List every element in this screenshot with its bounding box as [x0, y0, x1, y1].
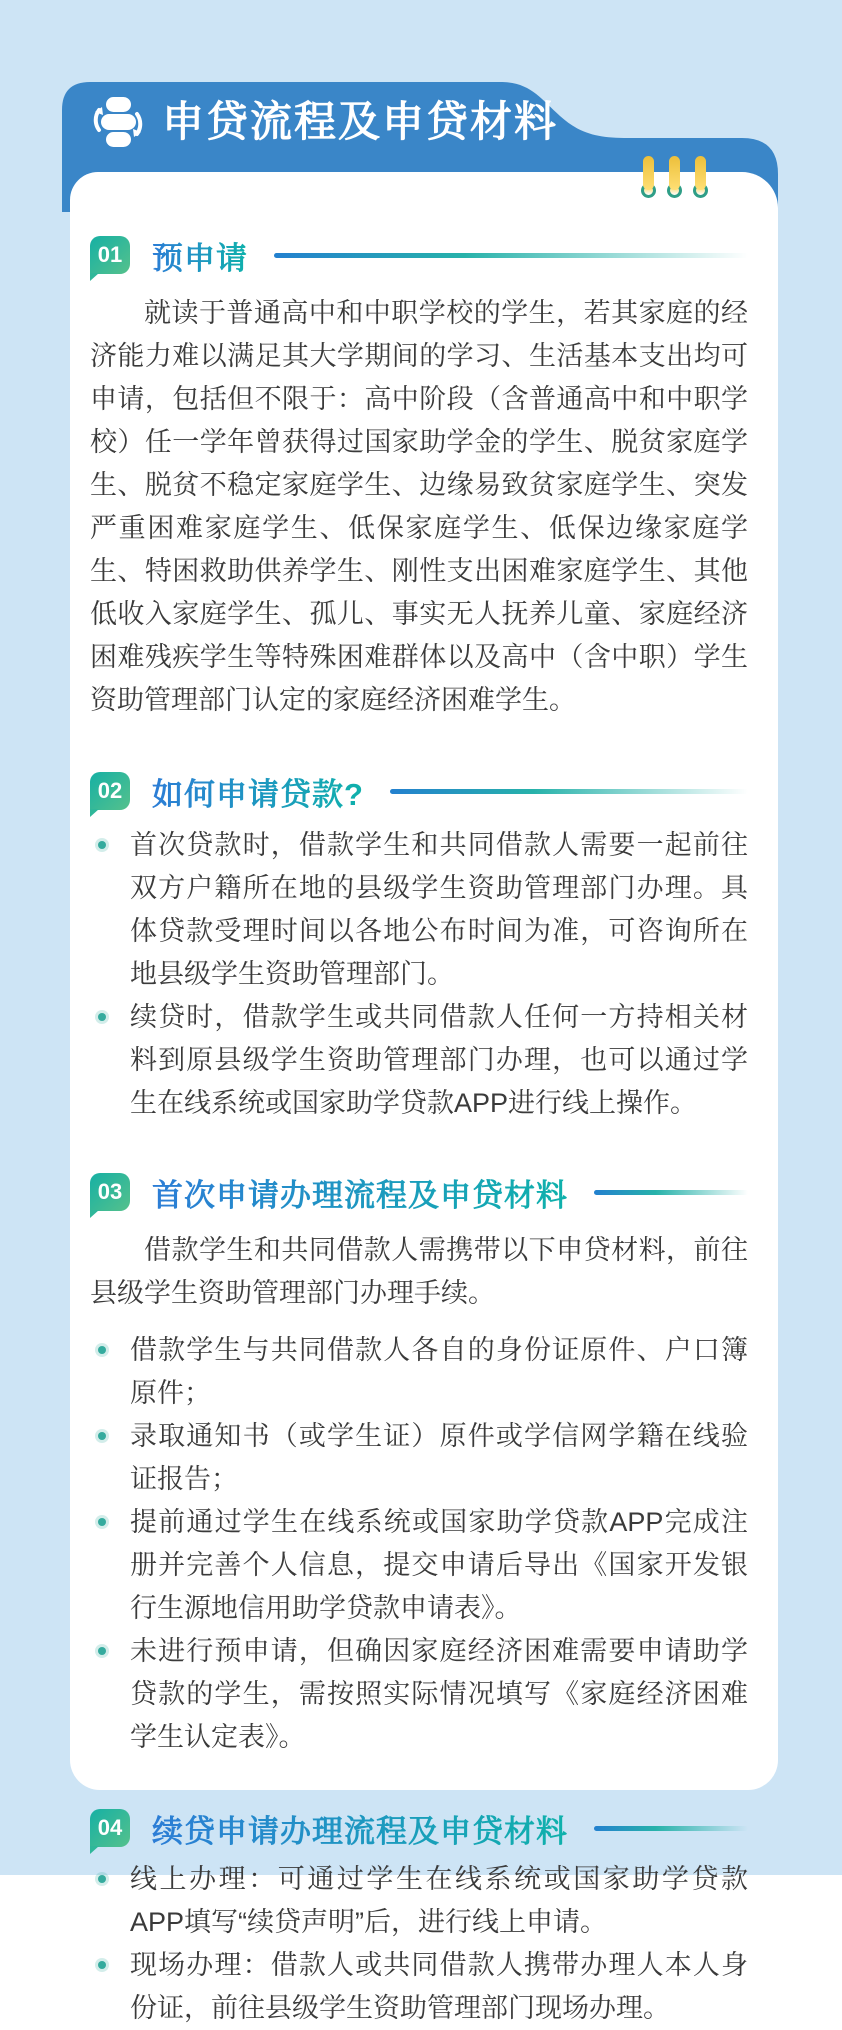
section-header: [90, 235, 748, 275]
bullet-list: [90, 1858, 748, 2030]
list-item: 录取通知书（或学生证）原件或学信网学籍在线验证报告；: [90, 1415, 748, 1501]
process-flow-icon: [92, 94, 144, 150]
list-item: 首次贷款时，借款学生和共同借款人需要一起前往双方户籍所在地的县级学生资助管理部门办理。具体贷款受理时间以各地公布时间为准，可咨询所在地县级学生资助管理部门。: [90, 824, 748, 996]
section-number-badge: 03: [90, 1173, 130, 1211]
section-title: 如何申请贷款?: [152, 769, 364, 814]
section-number-badge: 02: [90, 772, 130, 810]
section-title: 续贷申请办理流程及申贷材料: [152, 1806, 568, 1851]
list-item: 未进行预申请，但确因家庭经济困难需要申请助学贷款的学生，需按照实际情况填写《家庭经济困难学生认定表》。: [90, 1630, 748, 1759]
section-header: [90, 771, 748, 811]
section-header: [90, 1808, 748, 1848]
list-item: 现场办理：借款人或共同借款人携带办理人本人身份证，前往县级学生资助管理部门现场办理。: [90, 1944, 748, 2030]
section-number-badge: 04: [90, 1809, 130, 1847]
bullet-list: [90, 824, 748, 1125]
list-item: 提前通过学生在线系统或国家助学贷款APP完成注册并完善个人信息，提交申请后导出《国家开发银行生源地信用助学贷款申请表》。: [90, 1501, 748, 1630]
section-how-to-apply: [90, 771, 748, 1125]
pin-icon: [667, 156, 682, 198]
list-item: 续贷时，借款学生或共同借款人任何一方持相关材料到原县级学生资助管理部门办理，也可以通过学生在线系统或国家助学贷款APP进行线上操作。: [90, 996, 748, 1125]
card-content: [70, 172, 778, 2030]
section-number-badge: 01: [90, 236, 130, 274]
section-pre-application: [90, 235, 748, 722]
divider-line: [594, 1826, 748, 1831]
divider-line: [274, 253, 748, 258]
section-title: 预申请: [152, 233, 248, 278]
pin-icon: [693, 156, 708, 198]
pin-icon: [641, 156, 656, 198]
divider-line: [594, 1190, 748, 1195]
page-title: 申贷流程及申贷材料: [162, 97, 559, 145]
content-card: [70, 172, 778, 2023]
decorative-pins: [641, 156, 708, 198]
header: [92, 94, 558, 150]
section-renewal-application: [90, 1808, 748, 2030]
list-item: 借款学生与共同借款人各自的身份证原件、户口簿原件；: [90, 1329, 748, 1415]
list-item: 线上办理：可通过学生在线系统或国家助学贷款APP填写“续贷声明”后，进行线上申请。: [90, 1858, 748, 1944]
section-header: [90, 1172, 748, 1212]
bullet-list: [90, 1329, 748, 1759]
section-title: 首次申请办理流程及申贷材料: [152, 1170, 568, 1215]
paragraph: 借款学生和共同借款人需携带以下申贷材料，前往县级学生资助管理部门办理手续。: [90, 1235, 748, 1308]
divider-line: [390, 789, 748, 794]
paragraph: 就读于普通高中和中职学校的学生，若其家庭的经济能力难以满足其大学期间的学习、生活基本支出均可申请，包括但不限于：高中阶段（含普通高中和中职学校）任一学年曾获得过国家助学金的学生、脱贫家庭学生、脱贫不稳定家庭学生、边缘易致贫家庭学生、突发严重困难家庭学生、低保家庭学生、低保边缘家庭学生、特困救助供养学生、刚性支出困难家庭学生、其他低收入家庭学生、孤儿、事实无人抚养儿童、家庭经济困难残疾学生等特殊困难群体以及高中（含中职）学生资助管理部门认定的家庭经济困难学生。: [90, 298, 748, 715]
section-first-application: [90, 1172, 748, 1759]
